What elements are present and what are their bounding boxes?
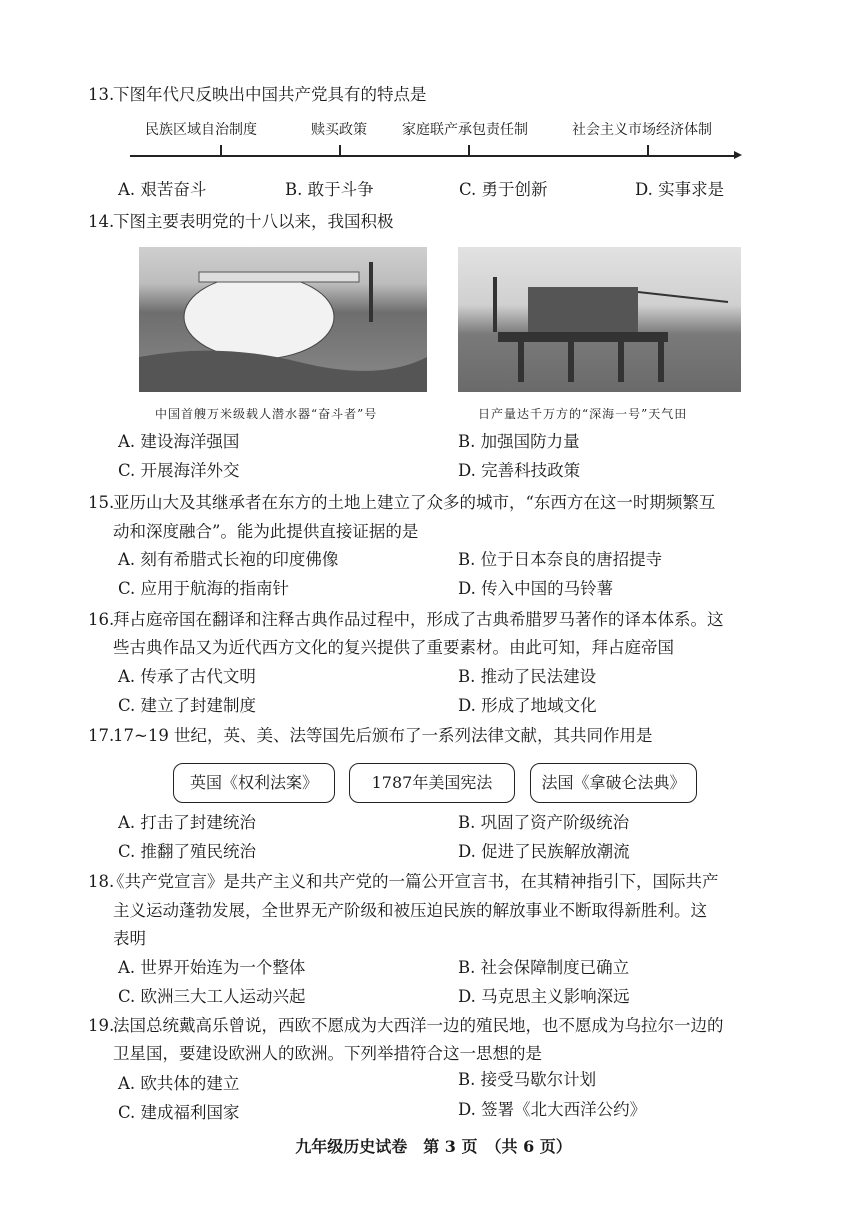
option-d[interactable]: D. 马克思主义影响深远 (458, 987, 630, 1006)
option-b[interactable]: B. 接受马歇尔计划 (458, 1070, 597, 1089)
option-b[interactable]: B. 位于日本奈良的唐招提寺 (458, 550, 663, 569)
question-15-stem: 亚历山大及其继承者在东方的土地上建立了众多的城市，“东西方在这一时期频繁互 (113, 493, 716, 512)
question-19-number: 19. (88, 1016, 115, 1035)
question-14-stem: 下图主要表明党的十八以来，我国积极 (113, 212, 394, 231)
question-13-number: 13. (88, 85, 115, 104)
option-c[interactable]: C. 勇于创新 (459, 180, 548, 199)
option-b[interactable]: B. 加强国防力量 (458, 432, 580, 451)
option-d[interactable]: D. 促进了民族解放潮流 (458, 842, 630, 861)
question-19-stem: 卫星国，要建设欧洲人的欧洲。下列举措符合这一思想的是 (113, 1044, 542, 1063)
question-15-stem: 动和深度融合”。能为此提供直接证据的是 (113, 522, 419, 541)
timeline-arrow-icon (734, 151, 742, 159)
question-17-number: 17. (88, 726, 115, 745)
option-a[interactable]: A. 刻有希腊式长袍的印度佛像 (118, 550, 339, 569)
question-17-stem: 17~19 世纪，英、美、法等国先后颁布了一系列法律文献，其共同作用是 (113, 726, 653, 745)
timeline-label: 民族区域自治制度 (145, 122, 257, 138)
question-13-stem: 下图年代尺反映出中国共产党具有的特点是 (113, 85, 427, 104)
question-18-stem: 主义运动蓬勃发展，全世界无产阶级和被压迫民族的解放事业不断取得新胜利。这 (113, 901, 707, 920)
photo-caption: 中国首艘万米级载人潜水器“奋斗者”号 (155, 407, 378, 421)
option-c[interactable]: C. 推翻了殖民统治 (118, 842, 257, 861)
page-footer: 九年级历史试卷 第 3 页 （共 6 页） (295, 1137, 572, 1156)
timeline-label: 社会主义市场经济体制 (572, 122, 712, 138)
timeline-tick (468, 145, 470, 155)
document-box: 法国《拿破仑法典》 (530, 763, 697, 803)
option-d[interactable]: D. 完善科技政策 (458, 461, 581, 480)
option-b[interactable]: B. 推动了民法建设 (458, 667, 597, 686)
option-a[interactable]: A. 世界开始连为一个整体 (118, 958, 306, 977)
option-d[interactable]: D. 传入中国的马铃薯 (458, 579, 614, 598)
question-16-stem: 些古典作品又为近代西方文化的复兴提供了重要素材。由此可知，拜占庭帝国 (113, 638, 674, 657)
timeline-label: 家庭联产承包责任制 (402, 122, 528, 138)
document-box: 1787年美国宪法 (349, 763, 515, 803)
option-a[interactable]: A. 打击了封建统治 (118, 813, 256, 832)
question-19-stem: 法国总统戴高乐曾说，西欧不愿成为大西洋一边的殖民地，也不愿成为乌拉尔一边的 (113, 1016, 724, 1035)
option-a[interactable]: A. 艰苦奋斗 (118, 180, 207, 199)
option-d[interactable]: D. 形成了地域文化 (458, 696, 597, 715)
option-c[interactable]: C. 开展海洋外交 (118, 461, 240, 480)
option-a[interactable]: A. 传承了古代文明 (118, 667, 256, 686)
option-a[interactable]: A. 欧共体的建立 (118, 1074, 240, 1093)
option-c[interactable]: C. 应用于航海的指南针 (118, 579, 290, 598)
option-b[interactable]: B. 社会保障制度已确立 (458, 958, 630, 977)
question-18-stem: 《共产党宣言》是共产主义和共产党的一篇公开宣言书，在其精神指引下，国际共产 (108, 872, 719, 891)
photo-caption: 日产量达千万方的“深海一号”天气田 (478, 407, 688, 421)
document-box: 英国《权利法案》 (173, 763, 335, 803)
timeline-tick (647, 145, 649, 155)
question-14-number: 14. (88, 212, 115, 231)
option-d[interactable]: D. 签署《北大西洋公约》 (458, 1100, 647, 1119)
submersible-photo (139, 247, 427, 392)
question-15-number: 15. (88, 493, 115, 512)
option-c[interactable]: C. 建立了封建制度 (118, 696, 257, 715)
timeline-label: 赎买政策 (311, 122, 367, 138)
timeline-tick (220, 145, 222, 155)
option-b[interactable]: B. 敢于斗争 (285, 180, 374, 199)
option-c[interactable]: C. 欧洲三大工人运动兴起 (118, 987, 306, 1006)
timeline-tick (339, 145, 341, 155)
timeline-axis (130, 155, 736, 157)
question-18-number: 18. (88, 872, 115, 891)
question-16-number: 16. (88, 610, 115, 629)
option-a[interactable]: A. 建设海洋强国 (118, 432, 240, 451)
oil-platform-photo (458, 247, 741, 392)
question-18-stem: 表明 (113, 929, 146, 948)
option-c[interactable]: C. 建成福利国家 (118, 1103, 240, 1122)
question-16-stem: 拜占庭帝国在翻译和注释古典作品过程中，形成了古典希腊罗马著作的译本体系。这 (113, 610, 724, 629)
option-b[interactable]: B. 巩固了资产阶级统治 (458, 813, 630, 832)
option-d[interactable]: D. 实事求是 (635, 180, 725, 199)
